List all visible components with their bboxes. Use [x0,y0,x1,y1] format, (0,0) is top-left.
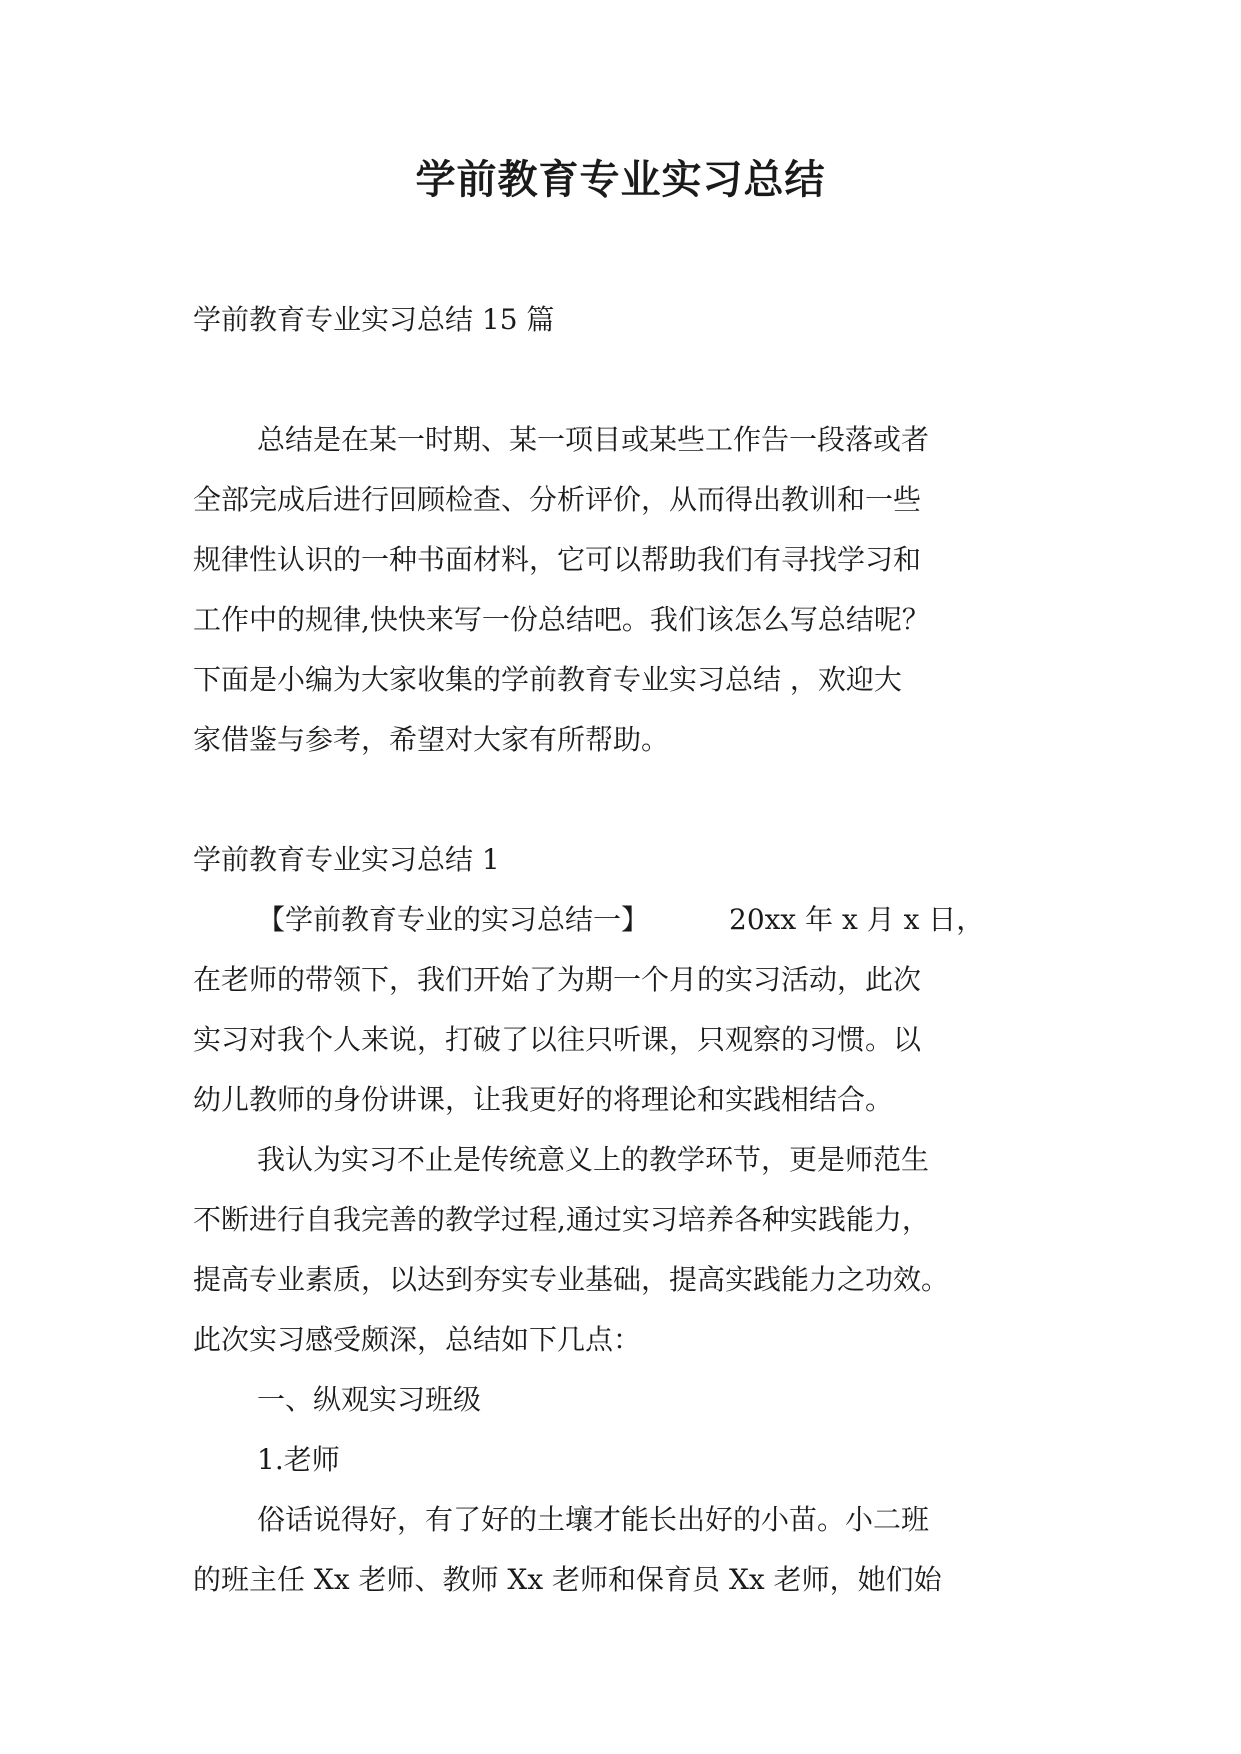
paragraph-line: 此次实习感受颇深，总结如下几点： [193,1323,642,1356]
paragraph-line: 实习对我个人来说，打破了以往只听课，只观察的习惯。以 [193,1023,922,1056]
intro-line: 下面是小编为大家收集的学前教育专业实习总结 ，欢迎大 [193,663,902,696]
paragraph-line: 我认为实习不止是传统意义上的教学环节，更是师范生 [257,1143,930,1176]
document-body [193,290,1053,1610]
document-title: 学前教育专业实习总结 [415,156,826,203]
paragraph-line: 幼儿教师的身份讲课，让我更好的将理论和实践相结合。 [193,1083,894,1116]
spacer [193,770,1053,830]
section-date: 20xx 年 x 月 x 日， [729,903,985,936]
document-subtitle: 学前教育专业实习总结 15 篇 [193,303,555,336]
paragraph-line: 提高专业素质，以达到夯实专业基础，提高实践能力之功效。 [193,1263,950,1296]
section-first-line [193,890,1053,950]
intro-line: 工作中的规律,快快来写一份总结吧。我们该怎么写总结呢？ [193,603,930,636]
paragraph-line: 在老师的带领下，我们开始了为期一个月的实习活动，此次 [193,963,922,996]
section-subtitle-bracket: 【学前教育专业的实习总结一】 [257,903,650,936]
paragraph-line: 的班主任 Xx 老师、教师 Xx 老师和保育员 Xx 老师，她们始 [193,1563,942,1596]
outline-subheading: 1.老师 [257,1443,340,1476]
paragraph-line: 俗话说得好，有了好的土壤才能长出好的小苗。小二班 [257,1503,930,1536]
section-heading: 学前教育专业实习总结 1 [193,843,500,876]
outline-heading: 一、纵观实习班级 [257,1383,482,1416]
paragraph-line: 不断进行自我完善的教学过程,通过实习培养各种实践能力， [193,1203,930,1236]
intro-line: 家借鉴与参考，希望对大家有所帮助。 [193,723,670,756]
intro-line: 全部完成后进行回顾检查、分析评价，从而得出教训和一些 [193,483,922,516]
intro-line: 总结是在某一时期、某一项目或某些工作告一段落或者 [257,423,930,456]
intro-line: 规律性认识的一种书面材料，它可以帮助我们有寻找学习和 [193,543,922,576]
spacer [193,350,1053,410]
